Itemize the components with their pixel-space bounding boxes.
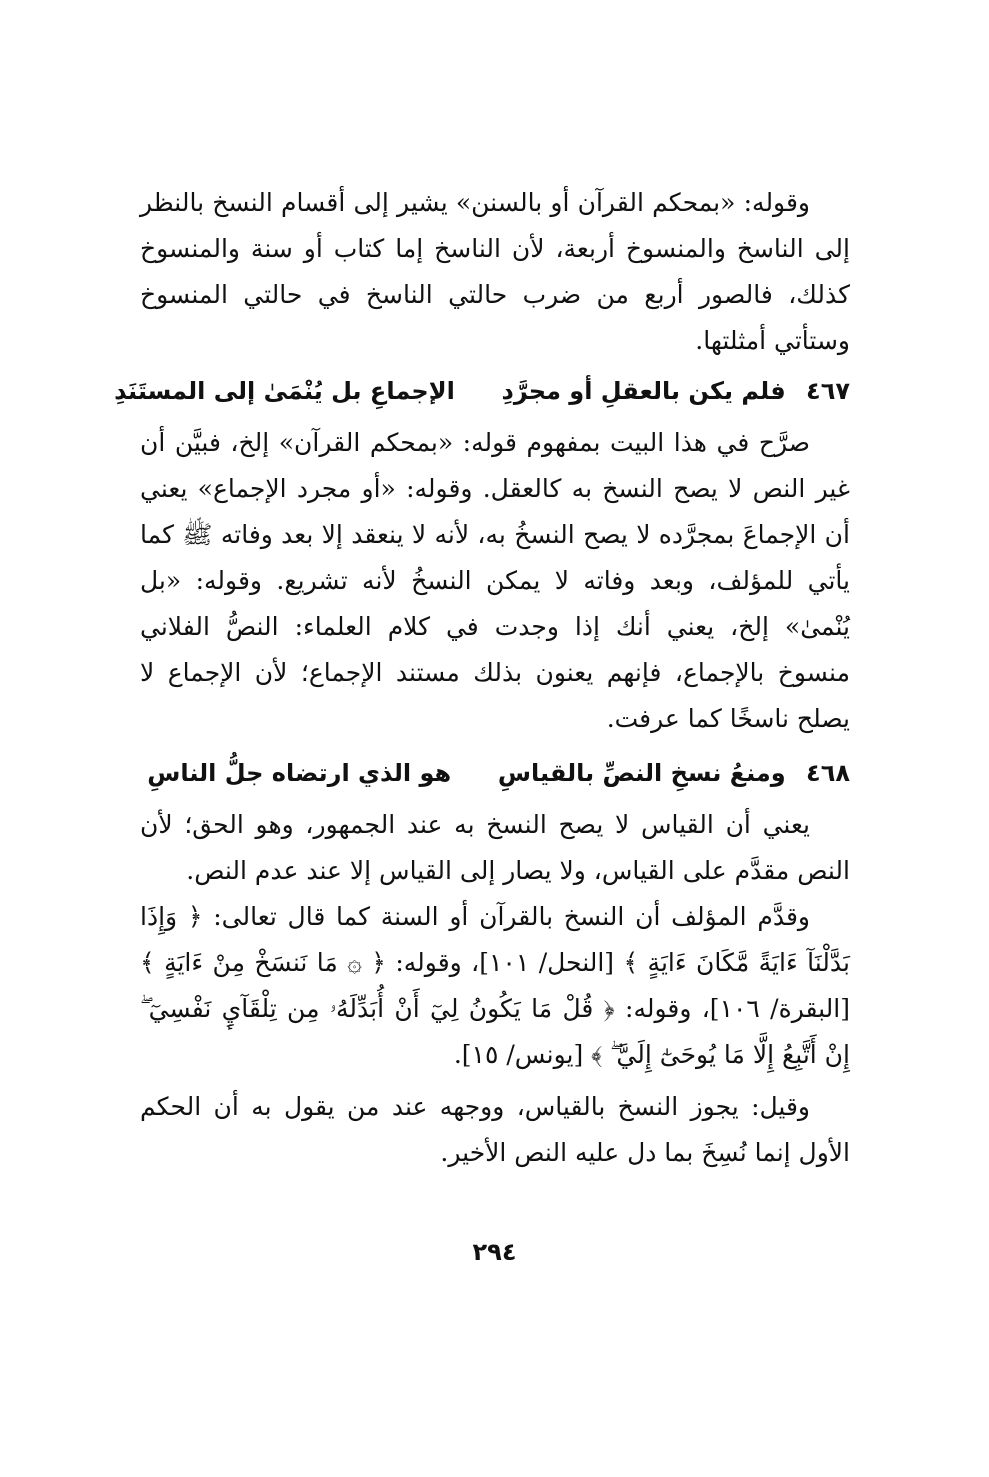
paragraph-5: وقيل: يجوز النسخ بالقياس، ووجهه عند من يقول به أن الحكم الأول إنما نُسِخَ بما دل عليه النص الأخير. [140, 1092, 850, 1167]
verse-467 [114, 368, 850, 414]
verse-second-hemistich: الإجماعِ بل يُنْمَىٰ إلى المستَنَدِ [114, 377, 455, 405]
page-number: ٢٩٤ [472, 1238, 517, 1266]
verse-468 [140, 750, 850, 796]
paragraph-3: يعني أن القياس لا يصح النسخ به عند الجمهور، وهو الحق؛ لأن النص مقدَّم على القياس، ولا يصار إلى القياس إلا عند عدم النص. [140, 810, 850, 885]
verse-first-hemistich: فلم يكن بالعقلِ أو مجرَّدِ [501, 377, 786, 405]
page-body [114, 180, 850, 1176]
paragraph-2: صرَّح في هذا البيت بمفهوم قوله: «بمحكم القرآن» إلخ، فبيَّن أن غير النص لا يصح النسخ به كالعقل. وقوله: «أو مجرد الإجماع» يعني أن الإجماعَ بمجرَّده لا يصح النسخُ به، لأنه لا ينعقد إلا بعد وفاته ﷺ كما يأتي للمؤلف، وبعد وفاته لا يمكن النسخُ لأنه تشريع. وقوله: «بل يُنْمىٰ» إلخ، يعني أنك إذا وجدت في كلام العلماء: النصُّ الفلاني منسوخ بالإجماع، فإنهم يعنون بذلك مستند الإجماع؛ لأن الإجماع لا يصلح ناسخًا كما عرفت. [140, 428, 850, 733]
paragraph-1: وقوله: «بمحكم القرآن أو بالسنن» يشير إلى أقسام النسخ بالنظر إلى الناسخ والمنسوخ أربعة، لأن الناسخ إما كتاب أو سنة والمنسوخ كذلك، فالصور أربع من ضرب حالتي الناسخ في حالتي المنسوخ وستأتي أمثلتها. [140, 188, 850, 355]
verse-number: ٤٦٨ [806, 759, 850, 787]
verse-number: ٤٦٧ [806, 377, 850, 405]
paragraph-4-quran: وقدَّم المؤلف أن النسخ بالقرآن أو السنة كما قال تعالى: ﴿ وَإِذَا بَدَّلْنَآ ءَايَةً مَّكَانَ ءَايَةٍ ﴾ [النحل/ ١٠١]، وقوله: ﴿ ۞ مَا نَنسَخْ مِنْ ءَايَةٍ ﴾ [البقرة/ ١٠٦]، وقوله: ﴿ قُلْ مَا يَكُونُ لِيٓ أَنْ أُبَدِّلَهُۥ مِن تِلْقَآيِٕ نَفْسِيٓ ۖ إِنْ أَتَّبِعُ إِلَّا مَا يُوحَىٰٓ إِلَيَّ ۖ ﴾ [يونس/ ١٥]. [140, 902, 850, 1069]
verse-first-hemistich: ومنعُ نسخِ النصِّ بالقياسِ [497, 759, 786, 787]
verse-second-hemistich: هو الذي ارتضاه جلُّ الناسِ [147, 759, 452, 787]
